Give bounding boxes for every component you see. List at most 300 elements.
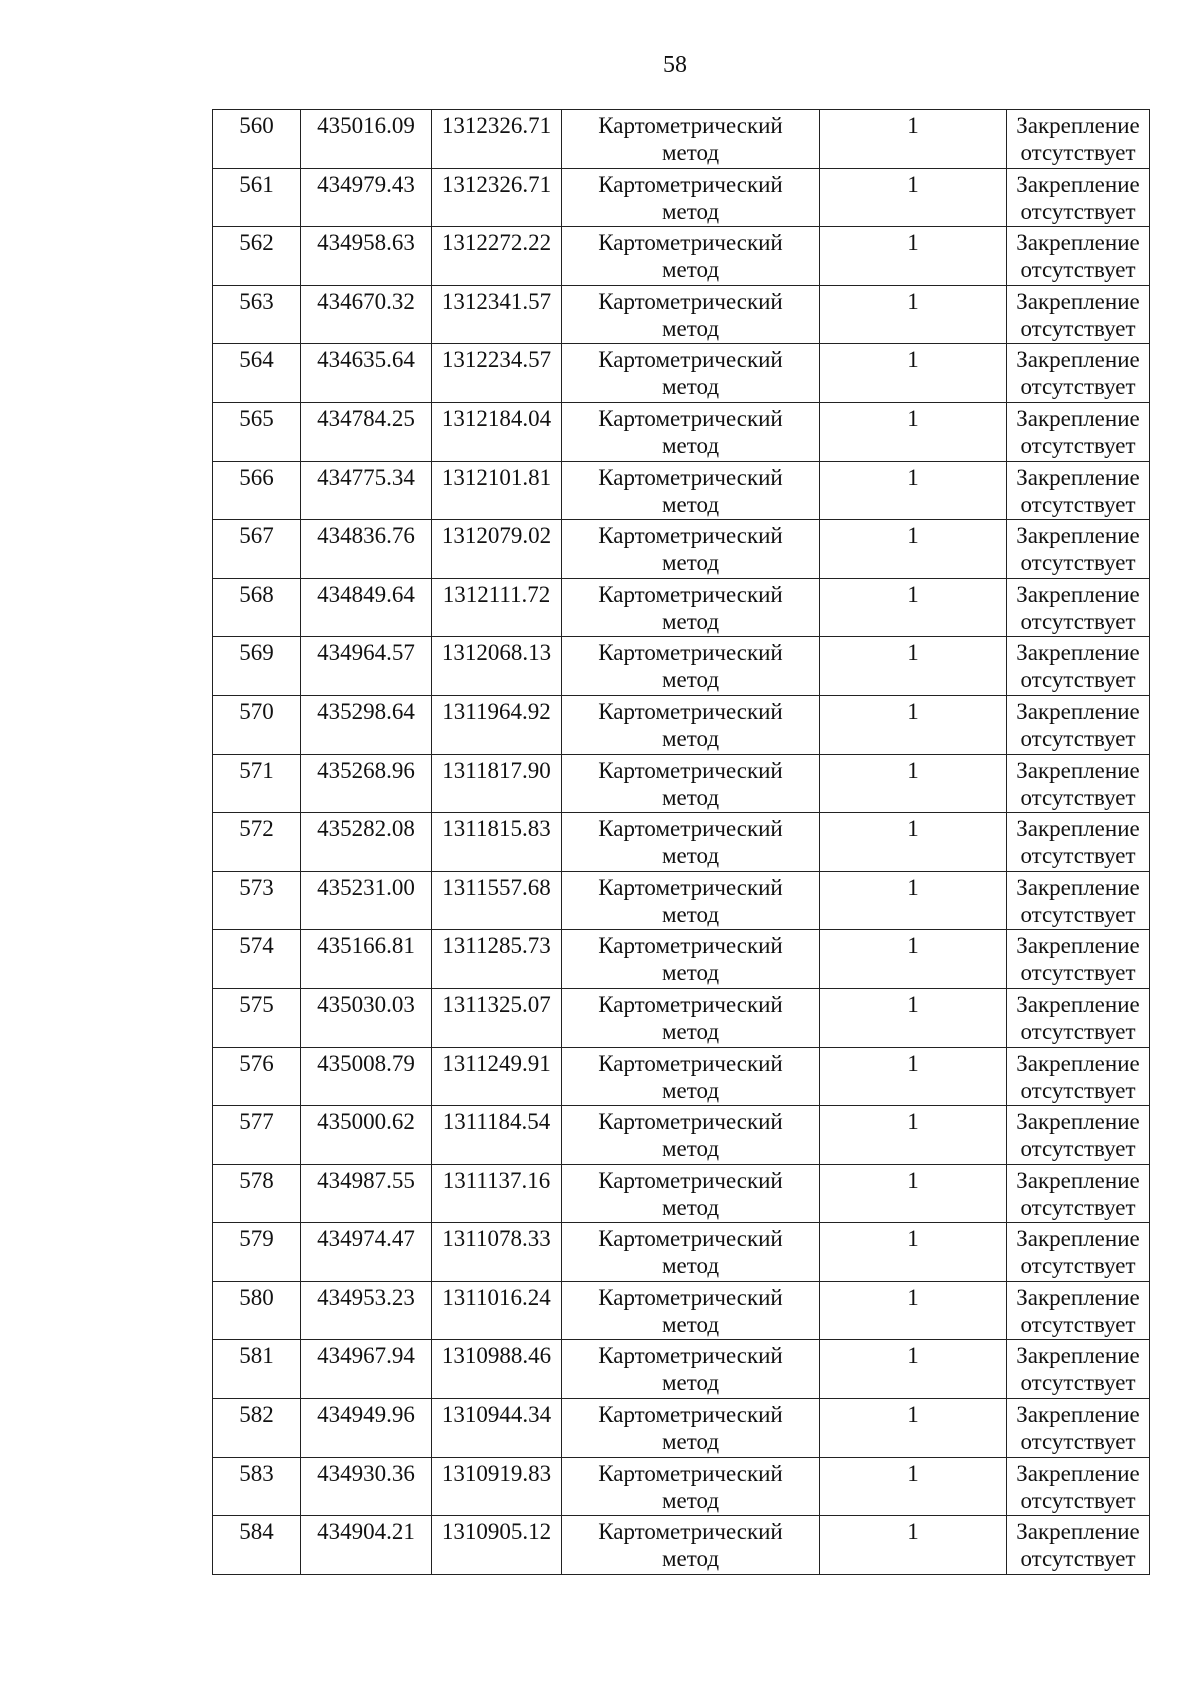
fixation-cell (1007, 1281, 1150, 1340)
y-coordinate-cell (432, 1516, 562, 1575)
fixation-line-1: Закрепление (1016, 1167, 1140, 1193)
fixation-line-1: Закрепление (1016, 640, 1140, 666)
x-coordinate: 435030.03 (317, 991, 415, 1017)
x-coordinate: 434784.25 (317, 405, 415, 431)
x-coordinate-cell (301, 520, 432, 579)
fixation-cell (1007, 637, 1150, 696)
method-line-1: Картометрический (598, 1284, 783, 1310)
accuracy-value: 1 (907, 230, 919, 256)
table-row (213, 578, 1150, 637)
y-coordinate-cell (432, 344, 562, 403)
fixation-cell (1007, 754, 1150, 813)
y-coordinate: 1311325.07 (442, 991, 551, 1017)
fixation-cell (1007, 1340, 1150, 1399)
page-number: 58 (663, 52, 687, 78)
point-number-cell (213, 1340, 301, 1399)
point-number-cell (213, 227, 301, 286)
method-line-1: Картометрический (598, 230, 783, 256)
x-coordinate-cell (301, 754, 432, 813)
x-coordinate-cell (301, 578, 432, 637)
y-coordinate-cell (432, 461, 562, 520)
method-line-1: Картометрический (598, 171, 783, 197)
table-row (213, 1164, 1150, 1223)
point-number-cell (213, 930, 301, 989)
point-number: 571 (239, 757, 274, 783)
x-coordinate-cell (301, 695, 432, 754)
y-coordinate-cell (432, 1340, 562, 1399)
method-cell (562, 285, 820, 344)
x-coordinate: 434849.64 (317, 581, 415, 607)
x-coordinate-cell (301, 1516, 432, 1575)
y-coordinate: 1311078.33 (442, 1226, 551, 1252)
fixation-line-1: Закрепление (1016, 405, 1140, 431)
y-coordinate-cell (432, 1457, 562, 1516)
fixation-line-2: отсутствует (1020, 140, 1136, 165)
accuracy-value: 1 (907, 816, 919, 842)
method-line-2: метод (661, 1370, 720, 1396)
table-row (213, 695, 1150, 754)
accuracy-value: 1 (907, 405, 919, 431)
table-row (213, 1516, 1150, 1575)
accuracy-value: 1 (907, 874, 919, 900)
fixation-line-1: Закрепление (1016, 1284, 1140, 1310)
point-number: 573 (239, 874, 274, 900)
x-coordinate: 434979.43 (317, 171, 415, 197)
fixation-line-1: Закрепление (1016, 523, 1140, 549)
x-coordinate: 434930.36 (317, 1460, 415, 1486)
method-line-2: метод (661, 901, 720, 927)
y-coordinate: 1312341.57 (441, 288, 552, 314)
accuracy-value: 1 (907, 1343, 919, 1369)
accuracy-value: 1 (907, 113, 919, 138)
point-number: 580 (239, 1284, 274, 1310)
x-coordinate-cell (301, 1340, 432, 1399)
fixation-line-2: отсутствует (1020, 608, 1136, 634)
coordinates-table (212, 109, 1150, 1575)
point-number-cell (213, 871, 301, 930)
method-cell (562, 1223, 820, 1282)
accuracy-value: 1 (907, 1284, 919, 1310)
y-coordinate: 1310919.83 (441, 1460, 552, 1486)
method-line-1: Картометрический (598, 581, 783, 607)
fixation-line-2: отсутствует (1020, 1546, 1136, 1572)
y-coordinate: 1311557.68 (442, 874, 551, 900)
point-number: 576 (239, 1050, 274, 1076)
y-coordinate: 1312326.71 (441, 113, 552, 138)
method-line-2: метод (661, 1194, 720, 1220)
table-row (213, 1399, 1150, 1458)
fixation-line-2: отсутствует (1020, 901, 1136, 927)
point-number-cell (213, 168, 301, 227)
table-row (213, 637, 1150, 696)
point-number-cell (213, 1281, 301, 1340)
accuracy-cell (820, 1047, 1007, 1106)
point-number: 578 (239, 1167, 274, 1193)
x-coordinate: 434953.23 (317, 1284, 415, 1310)
y-coordinate: 1312111.72 (442, 581, 551, 607)
fixation-line-1: Закрепление (1016, 171, 1140, 197)
y-coordinate-cell (432, 1106, 562, 1165)
accuracy-cell (820, 1399, 1007, 1458)
table-row (213, 1281, 1150, 1340)
x-coordinate-cell (301, 988, 432, 1047)
method-line-1: Картометрический (598, 816, 783, 842)
point-number: 564 (239, 347, 274, 373)
fixation-cell (1007, 110, 1150, 169)
x-coordinate: 435016.09 (317, 113, 415, 138)
y-coordinate-cell (432, 1281, 562, 1340)
fixation-cell (1007, 1106, 1150, 1165)
method-line-2: метод (661, 491, 720, 517)
fixation-cell (1007, 578, 1150, 637)
method-line-2: метод (661, 315, 720, 341)
y-coordinate: 1311817.90 (442, 757, 551, 783)
fixation-cell (1007, 871, 1150, 930)
fixation-cell (1007, 1223, 1150, 1282)
x-coordinate-cell (301, 871, 432, 930)
x-coordinate: 434987.55 (317, 1167, 415, 1193)
accuracy-value: 1 (907, 464, 919, 490)
method-line-1: Картометрический (598, 1109, 783, 1135)
y-coordinate-cell (432, 871, 562, 930)
fixation-cell (1007, 461, 1150, 520)
accuracy-cell (820, 813, 1007, 872)
y-coordinate-cell (432, 1223, 562, 1282)
accuracy-cell (820, 988, 1007, 1047)
y-coordinate: 1311285.73 (442, 933, 551, 959)
fixation-line-2: отсутствует (1020, 784, 1136, 810)
y-coordinate: 1310988.46 (441, 1343, 552, 1369)
fixation-cell (1007, 1399, 1150, 1458)
fixation-line-1: Закрепление (1016, 1402, 1140, 1428)
accuracy-cell (820, 754, 1007, 813)
accuracy-value: 1 (907, 1519, 919, 1545)
accuracy-value: 1 (907, 933, 919, 959)
x-coordinate: 435231.00 (317, 874, 415, 900)
accuracy-cell (820, 520, 1007, 579)
fixation-line-2: отсутствует (1020, 960, 1136, 986)
point-number: 582 (239, 1402, 274, 1428)
fixation-line-2: отсутствует (1020, 1487, 1136, 1513)
fixation-line-1: Закрепление (1016, 347, 1140, 373)
x-coordinate: 434967.94 (317, 1343, 415, 1369)
method-line-1: Картометрический (598, 1226, 783, 1252)
method-line-2: метод (661, 1429, 720, 1455)
fixation-line-2: отсутствует (1020, 843, 1136, 869)
method-line-1: Картометрический (598, 1402, 783, 1428)
point-number-cell (213, 1106, 301, 1165)
accuracy-cell (820, 578, 1007, 637)
fixation-cell (1007, 402, 1150, 461)
accuracy-cell (820, 1516, 1007, 1575)
x-coordinate-cell (301, 1164, 432, 1223)
fixation-line-1: Закрепление (1016, 581, 1140, 607)
accuracy-cell (820, 402, 1007, 461)
fixation-line-1: Закрепление (1016, 933, 1140, 959)
table-row (213, 110, 1150, 169)
table-row (213, 402, 1150, 461)
y-coordinate-cell (432, 227, 562, 286)
y-coordinate-cell (432, 813, 562, 872)
x-coordinate-cell (301, 461, 432, 520)
fixation-cell (1007, 227, 1150, 286)
point-number-cell (213, 1047, 301, 1106)
y-coordinate-cell (432, 930, 562, 989)
point-number-cell (213, 461, 301, 520)
method-line-1: Картометрический (598, 640, 783, 666)
x-coordinate: 435166.81 (317, 933, 415, 959)
table-row (213, 227, 1150, 286)
method-cell (562, 1516, 820, 1575)
x-coordinate-cell (301, 402, 432, 461)
accuracy-value: 1 (907, 640, 919, 666)
method-cell (562, 168, 820, 227)
y-coordinate: 1312326.71 (441, 171, 552, 197)
y-coordinate: 1312272.22 (441, 230, 552, 256)
point-number: 572 (239, 816, 274, 842)
method-cell (562, 110, 820, 169)
x-coordinate: 435000.62 (317, 1109, 415, 1135)
accuracy-value: 1 (907, 1402, 919, 1428)
accuracy-cell (820, 695, 1007, 754)
y-coordinate-cell (432, 168, 562, 227)
method-line-1: Картометрический (598, 464, 783, 490)
x-coordinate-cell (301, 1399, 432, 1458)
y-coordinate-cell (432, 695, 562, 754)
point-number: 565 (239, 405, 274, 431)
method-line-2: метод (661, 140, 720, 165)
method-line-2: метод (661, 1253, 720, 1279)
accuracy-cell (820, 930, 1007, 989)
method-line-1: Картометрический (598, 1460, 783, 1486)
method-cell (562, 637, 820, 696)
point-number: 584 (239, 1519, 274, 1545)
fixation-line-2: отсутствует (1020, 1018, 1136, 1044)
method-line-2: метод (661, 960, 720, 986)
method-line-2: метод (661, 257, 720, 283)
x-coordinate: 435298.64 (317, 698, 415, 724)
accuracy-value: 1 (907, 1226, 919, 1252)
fixation-cell (1007, 813, 1150, 872)
method-line-2: метод (661, 1546, 720, 1572)
accuracy-value: 1 (907, 1460, 919, 1486)
point-number-cell (213, 520, 301, 579)
fixation-line-2: отсутствует (1020, 315, 1136, 341)
method-line-1: Картометрический (598, 991, 783, 1017)
fixation-line-1: Закрепление (1016, 288, 1140, 314)
y-coordinate: 1311964.92 (442, 698, 551, 724)
point-number: 574 (239, 933, 274, 959)
table-row (213, 988, 1150, 1047)
point-number-cell (213, 285, 301, 344)
accuracy-cell (820, 1164, 1007, 1223)
accuracy-cell (820, 1340, 1007, 1399)
fixation-line-2: отсутствует (1020, 1370, 1136, 1396)
x-coordinate: 434964.57 (317, 640, 415, 666)
y-coordinate: 1311815.83 (442, 816, 551, 842)
point-number-cell (213, 402, 301, 461)
y-coordinate-cell (432, 402, 562, 461)
y-coordinate: 1312079.02 (441, 523, 552, 549)
fixation-line-2: отсутствует (1020, 491, 1136, 517)
method-cell (562, 1457, 820, 1516)
fixation-cell (1007, 285, 1150, 344)
accuracy-value: 1 (907, 1050, 919, 1076)
method-line-2: метод (661, 608, 720, 634)
point-number: 562 (239, 230, 274, 256)
point-number: 570 (239, 698, 274, 724)
method-line-2: метод (661, 1077, 720, 1103)
x-coordinate-cell (301, 930, 432, 989)
fixation-line-2: отсутствует (1020, 1136, 1136, 1162)
method-line-2: метод (661, 1487, 720, 1513)
table-row (213, 1106, 1150, 1165)
point-number-cell (213, 813, 301, 872)
accuracy-value: 1 (907, 288, 919, 314)
method-cell (562, 344, 820, 403)
method-cell (562, 871, 820, 930)
fixation-line-1: Закрепление (1016, 113, 1140, 138)
accuracy-cell (820, 168, 1007, 227)
point-number: 579 (239, 1226, 274, 1252)
y-coordinate: 1310905.12 (441, 1519, 552, 1545)
method-cell (562, 402, 820, 461)
table-row (213, 1340, 1150, 1399)
table-body (213, 110, 1150, 1575)
table-row (213, 520, 1150, 579)
fixation-line-2: отсутствует (1020, 1429, 1136, 1455)
fixation-line-1: Закрепление (1016, 1343, 1140, 1369)
method-cell (562, 461, 820, 520)
fixation-line-1: Закрепление (1016, 1109, 1140, 1135)
method-line-2: метод (661, 550, 720, 576)
accuracy-cell (820, 461, 1007, 520)
point-number: 583 (239, 1460, 274, 1486)
point-number: 575 (239, 991, 274, 1017)
x-coordinate-cell (301, 1281, 432, 1340)
x-coordinate-cell (301, 813, 432, 872)
method-line-2: метод (661, 784, 720, 810)
method-cell (562, 930, 820, 989)
accuracy-value: 1 (907, 523, 919, 549)
point-number-cell (213, 1457, 301, 1516)
y-coordinate: 1311016.24 (442, 1284, 551, 1310)
point-number: 569 (239, 640, 274, 666)
method-line-2: метод (661, 843, 720, 869)
point-number-cell (213, 1164, 301, 1223)
accuracy-value: 1 (907, 698, 919, 724)
x-coordinate: 435282.08 (317, 816, 415, 842)
point-number: 577 (239, 1109, 274, 1135)
method-cell (562, 813, 820, 872)
x-coordinate: 434635.64 (317, 347, 415, 373)
fixation-line-1: Закрепление (1016, 816, 1140, 842)
fixation-cell (1007, 988, 1150, 1047)
fixation-cell (1007, 344, 1150, 403)
method-line-2: метод (661, 198, 720, 224)
method-line-1: Картометрический (598, 1050, 783, 1076)
point-number: 566 (239, 464, 274, 490)
method-cell (562, 1164, 820, 1223)
table-row (213, 930, 1150, 989)
point-number-cell (213, 1516, 301, 1575)
y-coordinate: 1311137.16 (442, 1167, 551, 1193)
table-row (213, 461, 1150, 520)
fixation-line-2: отсутствует (1020, 550, 1136, 576)
fixation-cell (1007, 1516, 1150, 1575)
x-coordinate-cell (301, 285, 432, 344)
accuracy-value: 1 (907, 1109, 919, 1135)
y-coordinate: 1312101.81 (441, 464, 552, 490)
x-coordinate-cell (301, 637, 432, 696)
accuracy-cell (820, 1457, 1007, 1516)
table-row (213, 285, 1150, 344)
accuracy-cell (820, 1106, 1007, 1165)
y-coordinate-cell (432, 578, 562, 637)
method-line-1: Картометрический (598, 1167, 783, 1193)
fixation-cell (1007, 168, 1150, 227)
point-number: 560 (239, 113, 274, 138)
x-coordinate: 434670.32 (317, 288, 415, 314)
x-coordinate: 435008.79 (317, 1050, 415, 1076)
x-coordinate: 434775.34 (317, 464, 415, 490)
method-line-1: Картометрический (598, 523, 783, 549)
fixation-line-1: Закрепление (1016, 1226, 1140, 1252)
point-number: 567 (239, 523, 274, 549)
point-number-cell (213, 578, 301, 637)
method-cell (562, 1399, 820, 1458)
method-cell (562, 227, 820, 286)
fixation-line-1: Закрепление (1016, 230, 1140, 256)
method-line-1: Картометрический (598, 288, 783, 314)
x-coordinate-cell (301, 168, 432, 227)
x-coordinate-cell (301, 1223, 432, 1282)
point-number-cell (213, 344, 301, 403)
x-coordinate-cell (301, 1047, 432, 1106)
table-row (213, 1047, 1150, 1106)
fixation-line-2: отсутствует (1020, 667, 1136, 693)
accuracy-value: 1 (907, 757, 919, 783)
accuracy-cell (820, 871, 1007, 930)
y-coordinate-cell (432, 110, 562, 169)
fixation-line-2: отсутствует (1020, 725, 1136, 751)
table-row (213, 813, 1150, 872)
y-coordinate-cell (432, 988, 562, 1047)
method-cell (562, 578, 820, 637)
fixation-cell (1007, 695, 1150, 754)
table-row (213, 1457, 1150, 1516)
y-coordinate: 1312184.04 (441, 405, 552, 431)
method-line-2: метод (661, 725, 720, 751)
method-cell (562, 1340, 820, 1399)
method-line-2: метод (661, 374, 720, 400)
method-line-1: Картометрический (598, 1343, 783, 1369)
accuracy-value: 1 (907, 347, 919, 373)
fixation-cell (1007, 930, 1150, 989)
fixation-cell (1007, 1457, 1150, 1516)
table-row (213, 1223, 1150, 1282)
method-line-2: метод (661, 1311, 720, 1337)
point-number-cell (213, 1399, 301, 1458)
y-coordinate-cell (432, 520, 562, 579)
y-coordinate-cell (432, 285, 562, 344)
method-cell (562, 754, 820, 813)
fixation-line-2: отсутствует (1020, 374, 1136, 400)
accuracy-value: 1 (907, 171, 919, 197)
point-number-cell (213, 754, 301, 813)
accuracy-cell (820, 110, 1007, 169)
method-cell (562, 1106, 820, 1165)
